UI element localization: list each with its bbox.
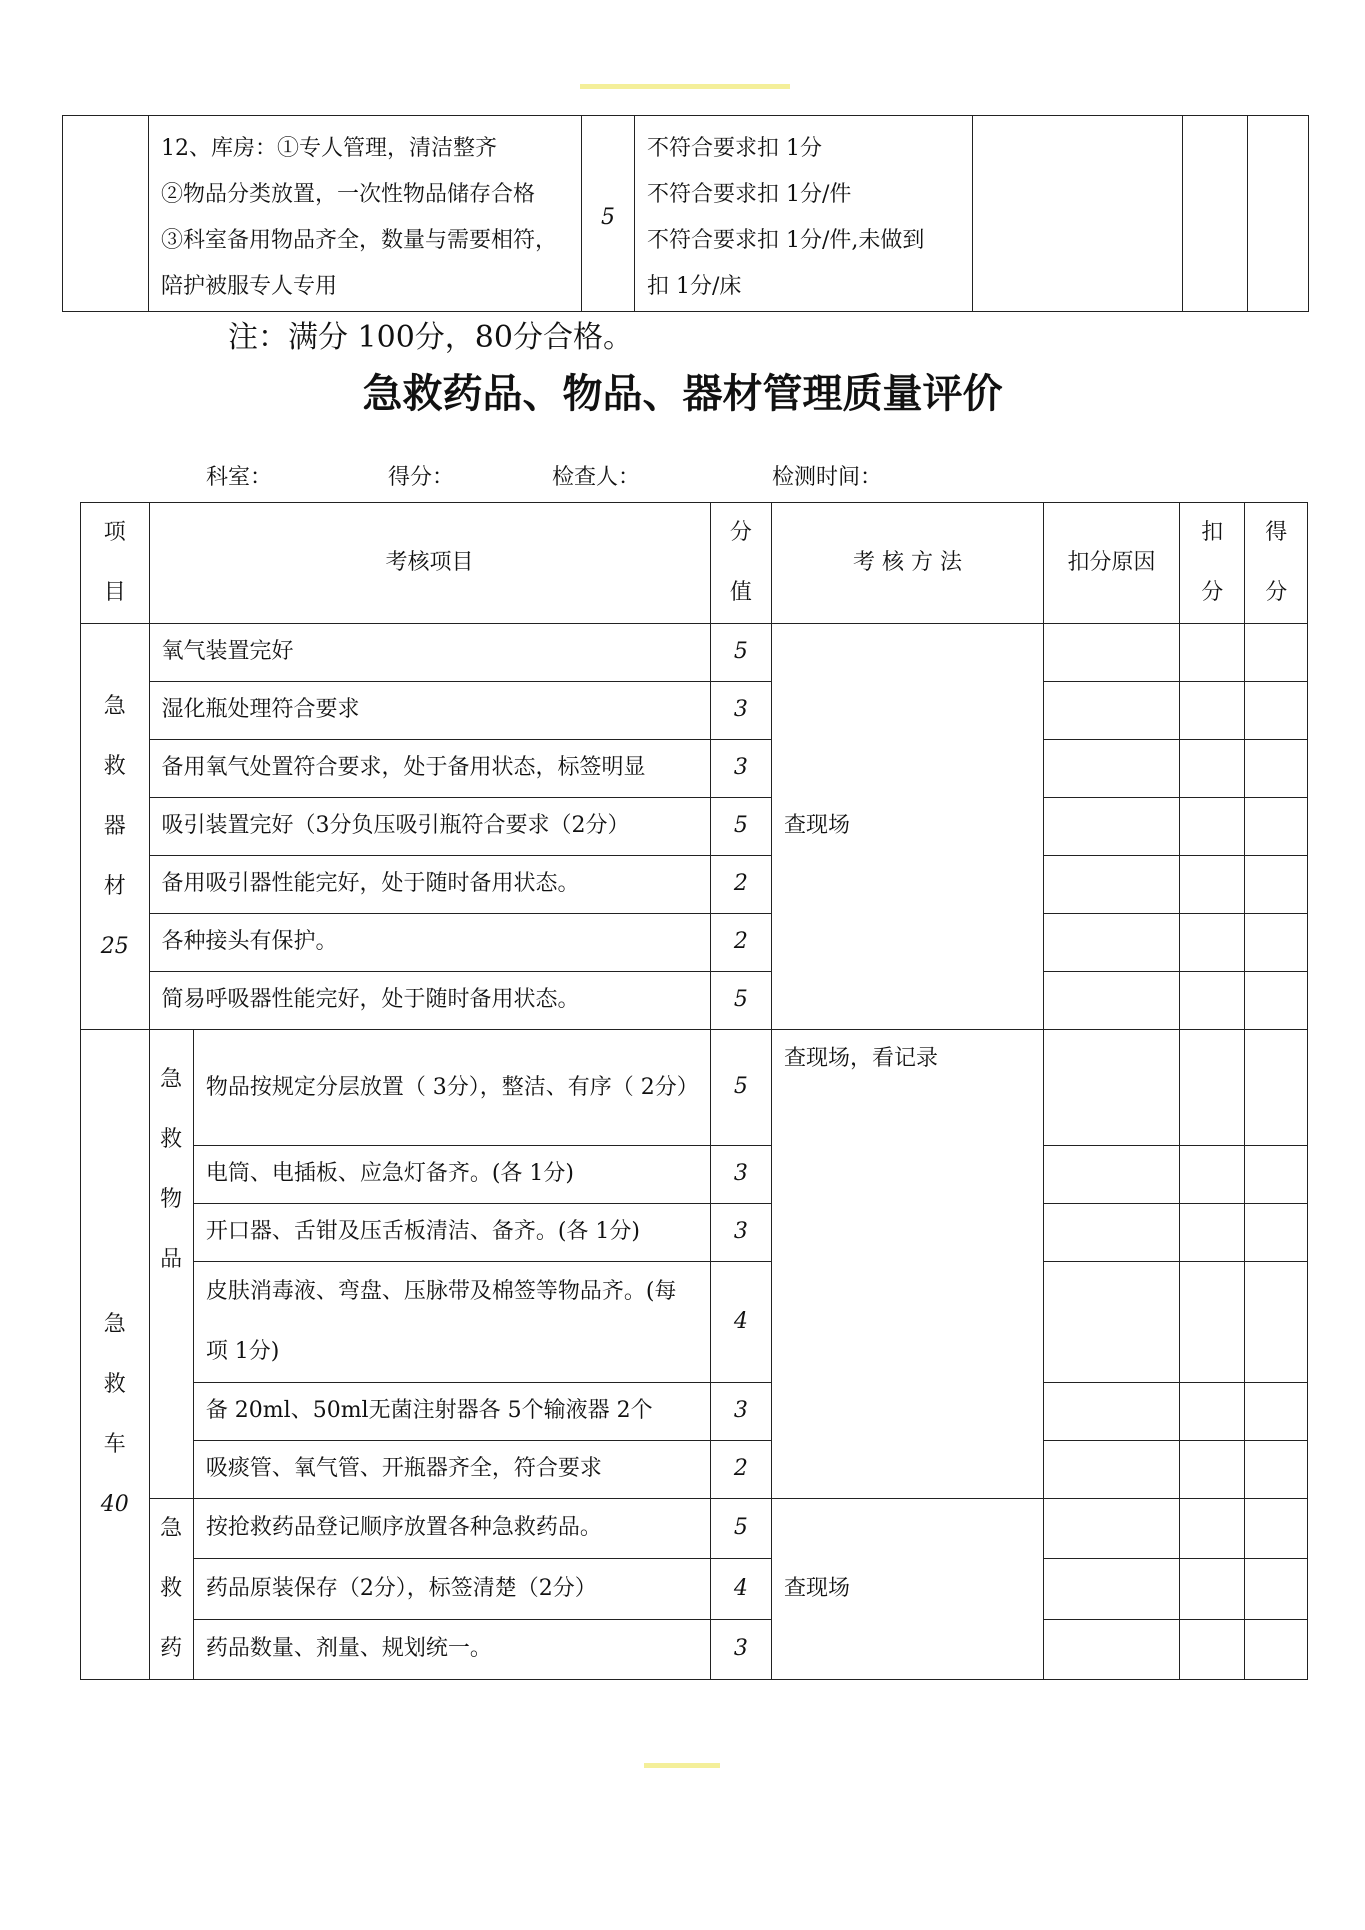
empty-cell [973, 116, 1183, 312]
line: ③科室备用物品齐全，数量与需要相符， [161, 228, 558, 253]
got-cell [1245, 914, 1308, 972]
item-text [149, 116, 582, 312]
deduct-cell [1180, 1559, 1245, 1619]
header-row [81, 503, 1308, 624]
got-cell [1245, 798, 1308, 856]
score-cell: 4 [710, 1559, 771, 1619]
item-text: 备用氧气处置符合要求，处于备用状态，标签明显 [149, 740, 710, 798]
score-cell: 2 [710, 914, 771, 972]
reason-cell [1044, 1559, 1180, 1619]
empty-cell [1248, 116, 1309, 312]
table-row [81, 1030, 1308, 1146]
got-cell [1245, 740, 1308, 798]
header-got: 得 分 [1245, 503, 1308, 624]
deduct-cell [1180, 798, 1245, 856]
method-cell: 查现场，看记录 [772, 1030, 1044, 1499]
reason-cell [1044, 1499, 1180, 1559]
dept-label: 科室： [206, 465, 273, 490]
reason-cell [1044, 1146, 1180, 1204]
score-label: 得分： [388, 465, 455, 490]
got-cell [1245, 1499, 1308, 1559]
got-cell [1245, 856, 1308, 914]
table-row [81, 1441, 1308, 1499]
line: 不符合要求扣 1分/件 [647, 182, 852, 207]
footer-mark [644, 1763, 720, 1768]
item-text: 吸痰管、氧气管、开瓶器齐全，符合要求 [193, 1441, 710, 1499]
deduct-cell [1180, 1619, 1245, 1679]
got-cell [1245, 1619, 1308, 1679]
method-cell: 查现场 [772, 1499, 1044, 1680]
header-reason: 扣分原因 [1044, 503, 1180, 624]
deduct-cell [1180, 914, 1245, 972]
evaluation-table [80, 502, 1308, 1680]
reason-cell [1044, 1262, 1180, 1383]
table-row [63, 116, 1309, 312]
empty-cell [63, 116, 149, 312]
time-label: 检测时间： [772, 465, 883, 490]
got-cell [1245, 1262, 1308, 1383]
reason-cell [1044, 1441, 1180, 1499]
table-row [81, 740, 1308, 798]
deduct-cell [1180, 1441, 1245, 1499]
got-cell [1245, 1383, 1308, 1441]
empty-cell [1183, 116, 1248, 312]
table-row [81, 1383, 1308, 1441]
reason-cell [1044, 1383, 1180, 1441]
got-cell [1245, 1146, 1308, 1204]
got-cell [1245, 1204, 1308, 1262]
deduct-cell [1180, 1262, 1245, 1383]
inspector-label: 检查人： [552, 465, 641, 490]
previous-table [62, 115, 1309, 312]
got-cell [1245, 1441, 1308, 1499]
section1-label: 急 救 器 材 25 [81, 624, 150, 1030]
line: 陪护被服专人专用 [161, 274, 338, 299]
reason-cell [1044, 914, 1180, 972]
deduct-cell [1180, 1383, 1245, 1441]
table-row [81, 914, 1308, 972]
item-text: 按抢救药品登记顺序放置各种急救药品。 [193, 1499, 710, 1559]
deduct-cell [1180, 1204, 1245, 1262]
item-text: 药品原装保存（2分），标签清楚（2分） [193, 1559, 710, 1619]
item-text: 开口器、舌钳及压舌板清洁、备齐。(各 1分) [193, 1204, 710, 1262]
score-cell: 3 [710, 1619, 771, 1679]
line: 不符合要求扣 1分/件,未做到 [647, 228, 925, 253]
line: 12、库房：①专人管理，清洁整齐 [161, 136, 497, 161]
item-text: 电筒、电插板、应急灯备齐。(各 1分) [193, 1146, 710, 1204]
deduct-cell [1180, 972, 1245, 1030]
item-text: 氧气装置完好 [149, 624, 710, 682]
reason-cell [1044, 624, 1180, 682]
reason-cell [1044, 1204, 1180, 1262]
item-text: 简易呼吸器性能完好，处于随时备用状态。 [149, 972, 710, 1030]
table-row [81, 1262, 1308, 1383]
header-item: 项 目 [81, 503, 150, 624]
score-cell: 5 [710, 1499, 771, 1559]
score-cell: 5 [710, 1030, 771, 1146]
score-cell: 3 [710, 1146, 771, 1204]
deduct-cell [1180, 682, 1245, 740]
score-cell: 5 [710, 798, 771, 856]
table-row [81, 856, 1308, 914]
item-text: 备用吸引器性能完好，处于随时备用状态。 [149, 856, 710, 914]
method-text [635, 116, 973, 312]
header-content: 考核项目 [149, 503, 710, 624]
section2-label: 急 救 车 40 [81, 1030, 150, 1680]
item-text: 备 20ml、50ml无菌注射器各 5个输液器 2个 [193, 1383, 710, 1441]
table-row [81, 624, 1308, 682]
score-cell: 2 [710, 856, 771, 914]
header-deduct: 扣 分 [1180, 503, 1245, 624]
item-text: 各种接头有保护。 [149, 914, 710, 972]
reason-cell [1044, 1619, 1180, 1679]
deduct-cell [1180, 1146, 1245, 1204]
table-row [81, 1619, 1308, 1679]
table-row [81, 1146, 1308, 1204]
deduct-cell [1180, 624, 1245, 682]
reason-cell [1044, 740, 1180, 798]
table-row [81, 972, 1308, 1030]
table-row [81, 798, 1308, 856]
note: 注：满分 100分，80分合格。 [228, 320, 633, 355]
line: 不符合要求扣 1分 [647, 136, 822, 161]
score-cell: 3 [710, 682, 771, 740]
got-cell [1245, 624, 1308, 682]
reason-cell [1044, 972, 1180, 1030]
sub2-label: 急 救 药 [149, 1499, 193, 1680]
item-text: 皮肤消毒液、弯盘、压脉带及棉签等物品齐。(每项 1分) [193, 1262, 710, 1383]
method-cell: 查现场 [772, 624, 1044, 1030]
score-cell: 3 [710, 740, 771, 798]
score-cell: 5 [710, 972, 771, 1030]
sub1-label: 急 救 物 品 [149, 1030, 193, 1499]
table-row [81, 1559, 1308, 1619]
item-text: 药品数量、剂量、规划统一。 [193, 1619, 710, 1679]
deduct-cell [1180, 856, 1245, 914]
deduct-cell [1180, 740, 1245, 798]
line: ②物品分类放置，一次性物品储存合格 [161, 182, 536, 207]
header-value: 分 值 [710, 503, 771, 624]
score-cell: 5 [710, 624, 771, 682]
score-cell: 5 [582, 116, 635, 312]
table-row [81, 682, 1308, 740]
item-text: 湿化瓶处理符合要求 [149, 682, 710, 740]
score-cell: 3 [710, 1383, 771, 1441]
page-title: 急救药品、物品、器材管理质量评价 [362, 371, 1003, 417]
reason-cell [1044, 1030, 1180, 1146]
deduct-cell [1180, 1499, 1245, 1559]
got-cell [1245, 1030, 1308, 1146]
got-cell [1245, 1559, 1308, 1619]
header-method: 考 核 方 法 [772, 503, 1044, 624]
score-cell: 3 [710, 1204, 771, 1262]
score-cell: 4 [710, 1262, 771, 1383]
item-text: 物品按规定分层放置（ 3分），整洁、有序（ 2分） [193, 1030, 710, 1146]
item-text: 吸引装置完好（3分负压吸引瓶符合要求（2分） [149, 798, 710, 856]
got-cell [1245, 682, 1308, 740]
score-cell: 2 [710, 1441, 771, 1499]
header-mark [580, 84, 790, 89]
reason-cell [1044, 856, 1180, 914]
got-cell [1245, 972, 1308, 1030]
reason-cell [1044, 682, 1180, 740]
reason-cell [1044, 798, 1180, 856]
table-row [81, 1204, 1308, 1262]
deduct-cell [1180, 1030, 1245, 1146]
table-row [81, 1499, 1308, 1559]
line: 扣 1分/床 [647, 274, 742, 299]
